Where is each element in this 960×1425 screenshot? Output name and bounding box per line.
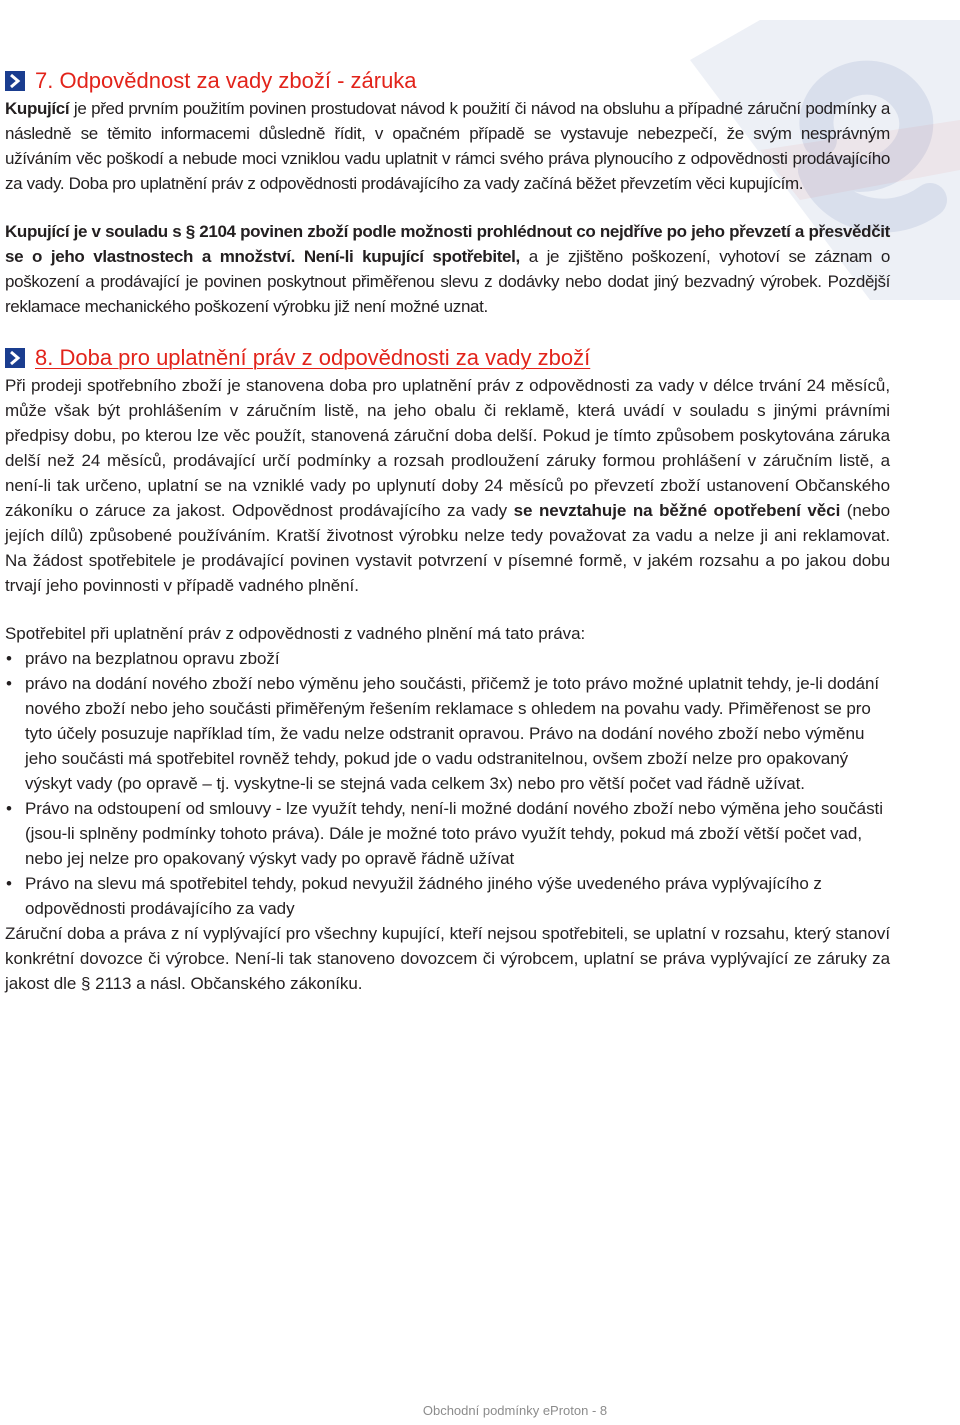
section-8-paragraph-1-text-2: (nebo jejích dílů) způsobené používáním. Kratší životnost výrobku nelze tedy považovat za vadu a nelze ji ani reklamovat. Na žádost spotřebitele je prodávající povinen vystavit potvrzení v písemné formě, v jakém rozsahu a po jakou dobu trvají jeho povinnosti v případě vadného plnění. <box>5 501 891 595</box>
kupujici-lead: Kupující <box>5 99 70 118</box>
rights-intro: Spotřebitel při uplatnění práv z odpovědnosti z vadného plnění má tato práva: <box>5 624 586 643</box>
section-7-title: 7. Odpovědnost za vady zboží - záruka <box>35 68 417 93</box>
list-item: • právo na dodání nového zboží nebo výměnu jeho součásti, přičemž je toto právo možné uplatnit tehdy, je-li dodání nového zboží nebo jeho součásti přiměřeným řešením reklamace s ohledem na povahu vady. Přiměřenost se pro tyto účely posuzuje například tím, že vadu nelze odstranit opravou. Právo na dodání nového zboží nebo výměnu jeho součásti má spotřebitel rovněž tehdy, pokud jde o vadu odstranitelnou, ovšem zboží nelze pro opakovaný výskyt vady (po opravě – tj. vyskytne-li se stejná vada celkem 3x) nebo pro větší počet vad řádně užívat. <box>5 671 890 796</box>
chevron-right-icon <box>5 348 25 368</box>
section-7-paragraph-2-text: a je zjištěno poškození, vyhotoví se záznam o poškození a prodávající je povinen poskytnout přiměřenou slevu z dodávky nebo dodat jiný bezvadný výrobek. Pozdější reklamace mechanického poškození výrobku již není možné uznat. <box>5 247 890 316</box>
section-8-paragraph-1 <box>5 373 890 598</box>
list-item: • Právo na odstoupení od smlouvy - lze využít tehdy, není-li možné dodání nového zboží nebo výměna jeho součásti (jsou-li splněny podmínky tohoto práva). Dále je možné toto právo využít tehdy, pokud má zboží větší počet vad, nebo jej nelze pro opakovaný výskyt vady po opravě řádně užívat <box>5 796 890 871</box>
section-8-title: 8. Doba pro uplatnění práv z odpovědnosti za vady zboží <box>35 345 591 370</box>
rights-list <box>5 646 890 921</box>
section-8-header <box>5 343 890 373</box>
list-item: • Právo na slevu má spotřebitel tehdy, pokud nevyužil žádného jiného výše uvedeného práva vyplývajícího z odpovědnosti prodávajícího za vady <box>5 871 890 921</box>
section-7-paragraph-1-text: je před prvním použitím povinen prostudovat návod k použití či návod na obsluhu a případné záruční podmínky a následně se těmito informacemi důsledně řídit, v opačném případě se vystavuje nebezpečí, že svým nesprávným užíváním věc poškodí a nebude moci vzniklou vadu uplatnit v rámci svého práva plynoucího z odpovědnosti prodávajícího za vady. <box>5 99 890 193</box>
section-7-paragraph-2 <box>5 219 890 319</box>
closing-paragraph: Záruční doba a práva z ní vyplývající pro všechny kupující, kteří nejsou spotřebiteli, se uplatní v rozsahu, který stanoví konkrétní dovozce či výrobce. Není-li tak stanoveno dovozcem či výrobcem, uplatní se práva vyplývající ze záruky za jakost dle § 2113 a násl. Občanského zákoníku. <box>5 924 890 993</box>
page-footer: Obchodní podmínky eProton - 8 <box>422 1403 608 1418</box>
list-item: • právo na bezplatnou opravu zboží <box>5 646 890 671</box>
section-7-header <box>5 66 890 96</box>
section-7-paragraph-1 <box>5 96 890 196</box>
section-8-paragraph-1-bold: se nevztahuje na běžné opotřebení věci <box>513 501 841 520</box>
section-7-paragraph-1-text-2: Doba pro uplatnění práv z odpovědnosti prodávajícího za vady začíná běžet převzetím věci kupujícím. <box>64 174 804 193</box>
section-7-paragraph-2-bold-1: Kupující je v souladu s § 2104 povinen zboží podle možnosti prohlédnout co nejdříve po jeho převzetí a přesvědčit se o jeho vlastnostech a množství. <box>5 222 890 266</box>
section-7-paragraph-2-bold-2: Není-li kupující spotřebitel, <box>295 247 520 266</box>
section-8-paragraph-1-text-1: Při prodeji spotřebního zboží je stanovena doba pro uplatnění práv z odpovědnosti za vady v délce trvání 24 měsíců, může však být prohlášením v záručním listě, na jeho obalu či reklamě, která uvádí v souladu s jinými právními předpisy dobu, po kterou lze věc použít, stanovená záruční doba delší. Pokud je tímto způsobem poskytována záruka delší než 24 měsíců, prodávající určí podmínky a rozsah prodloužení záruky formou prohlášení v záručním listě, a není-li tak určeno, uplatní se na vzniklé vady po uplynutí doby 24 měsíců po převzetí zboží ustanovení Občanského zákoníku o záruce za jakost. Odpovědnost prodávajícího za vady <box>5 376 890 520</box>
section-8 <box>5 343 890 996</box>
section-7 <box>5 66 890 319</box>
chevron-right-icon <box>5 71 25 91</box>
